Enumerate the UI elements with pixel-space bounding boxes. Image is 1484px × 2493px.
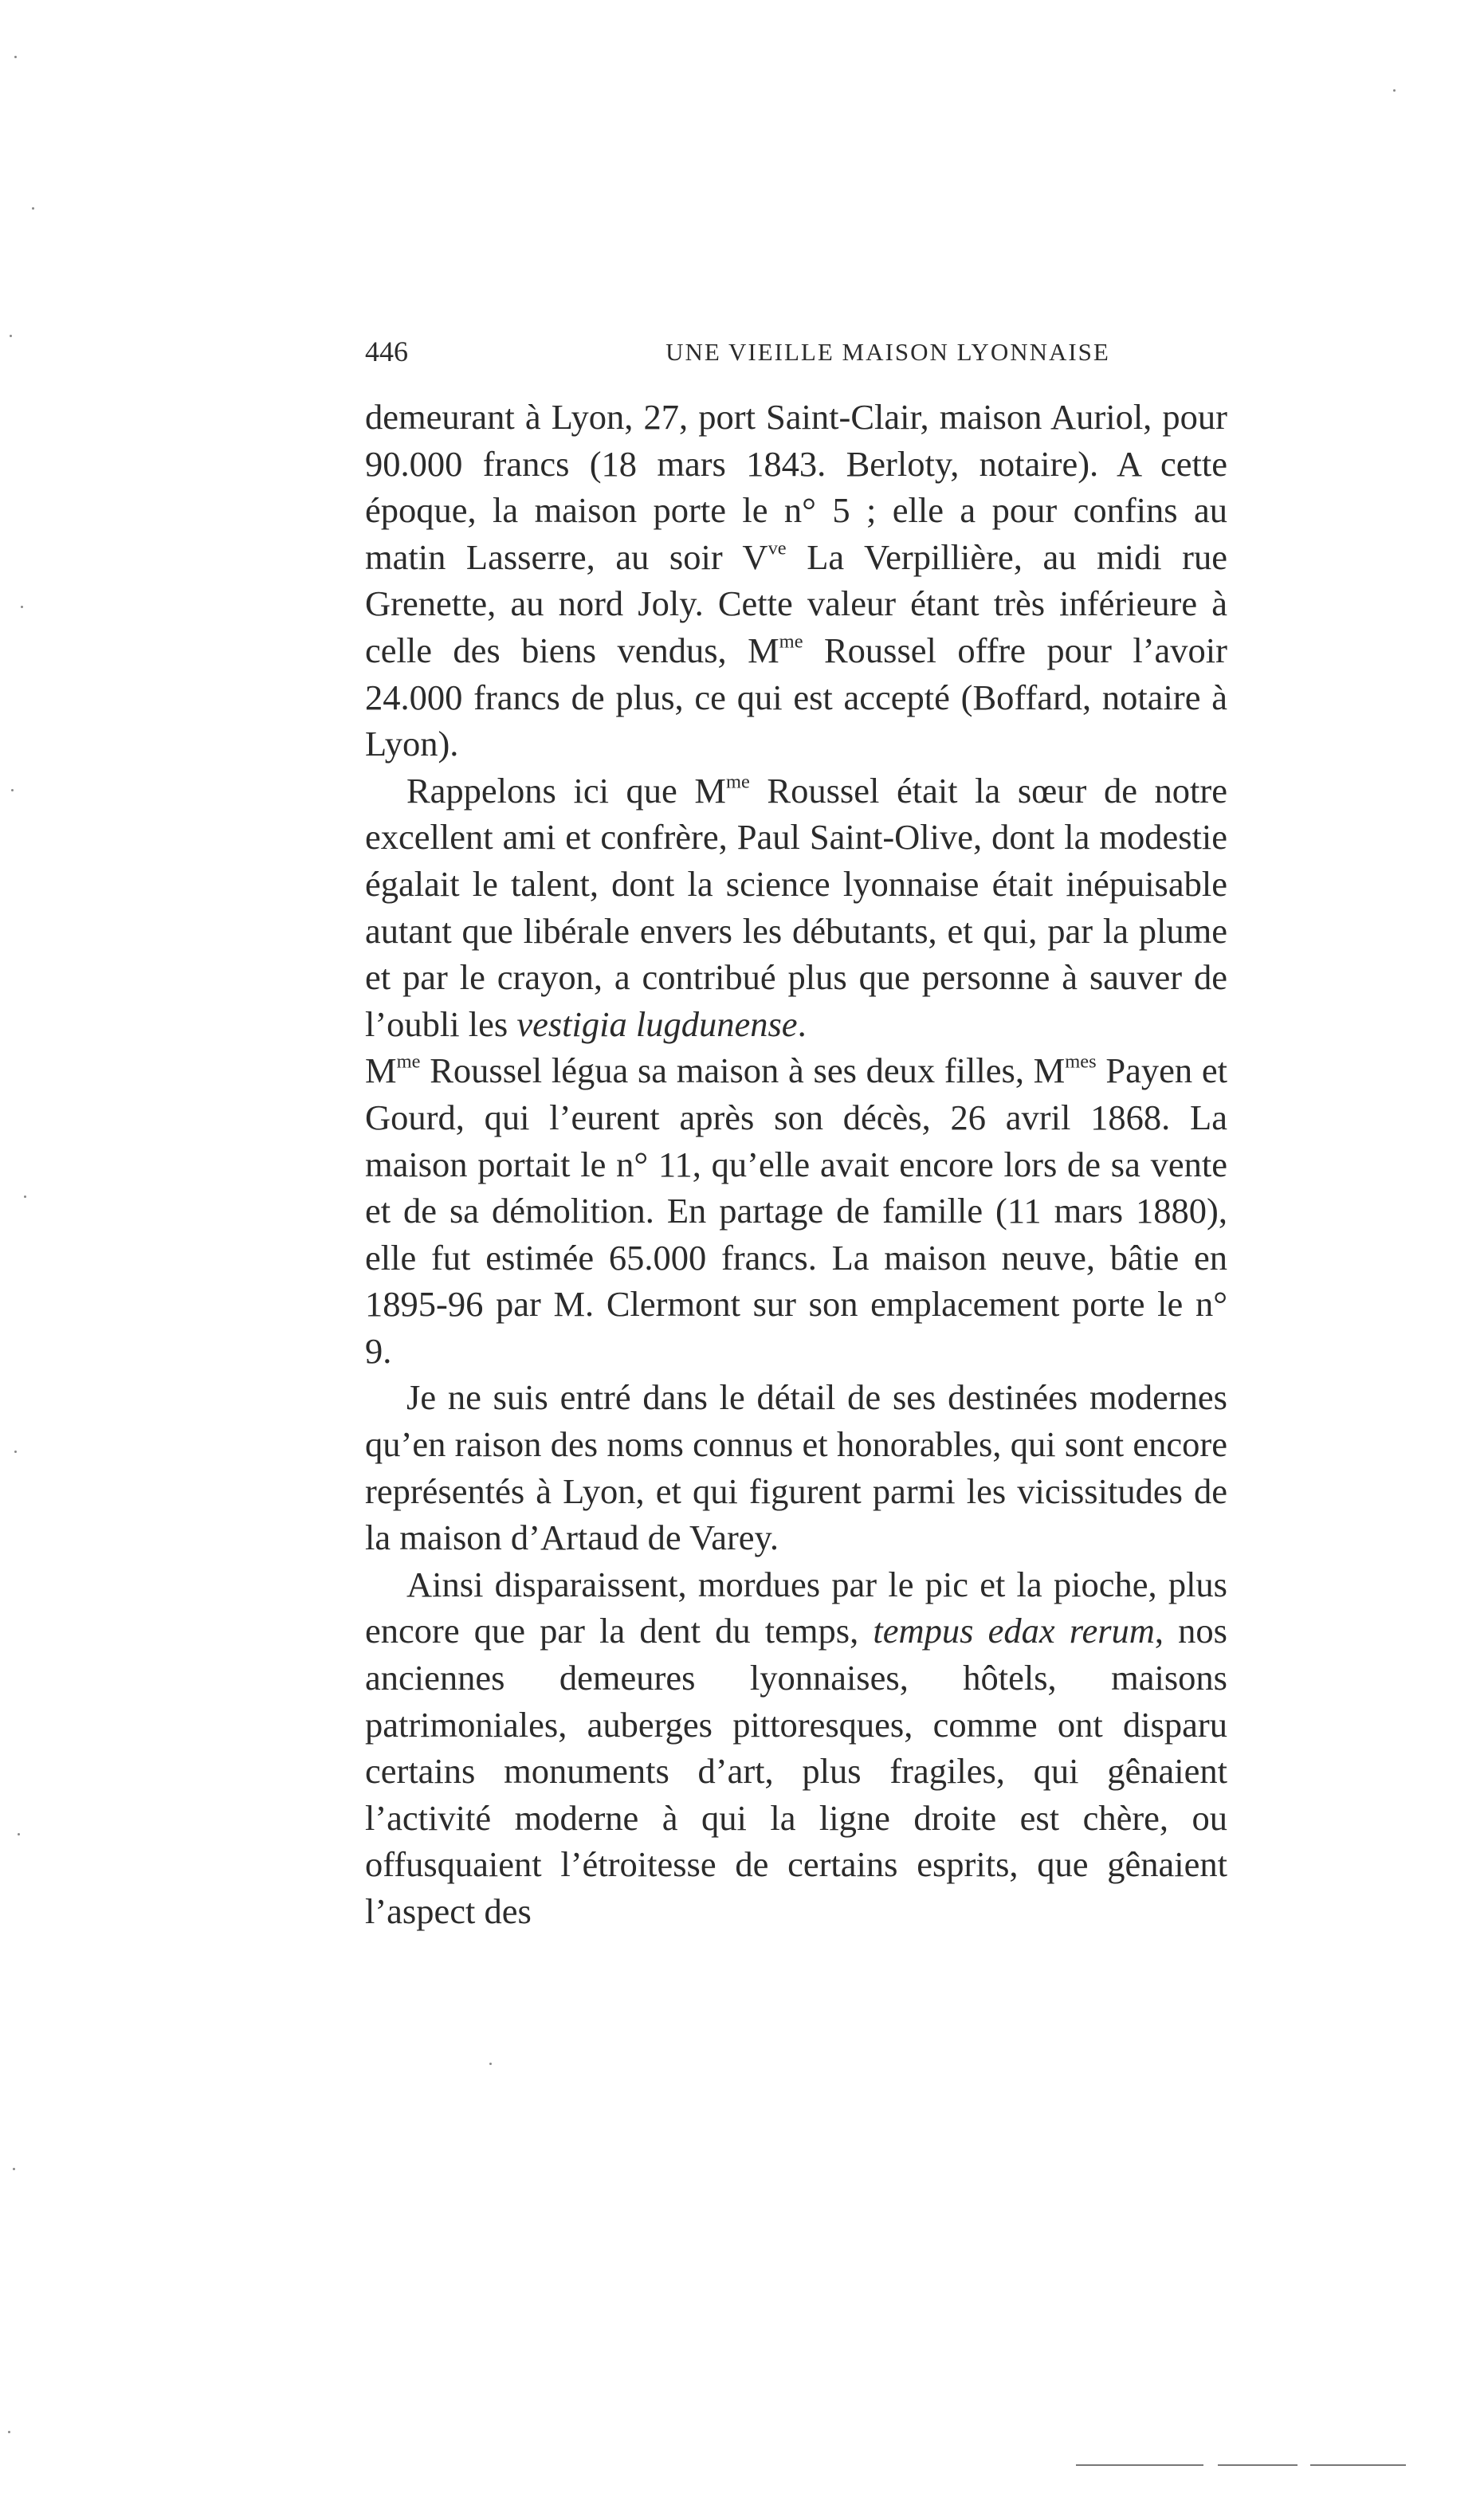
bottom-rule [1310,2464,1406,2466]
text-run: Je ne suis entré dans le détail de ses destinées modernes qu’en raison des noms connus et honorables, qui sont encore représentés à Lyon, et qui figurent parmi les vicissitudes de la maison d’Artaud de Varey. [365,1377,1227,1558]
superscript-abbreviation: me [779,630,803,653]
superscript-abbreviation: me [725,771,750,793]
running-title: UNE VIEILLE MAISON LYONNAISE [665,338,1110,366]
superscript-abbreviation: ve [768,537,787,559]
paragraph [365,1047,1227,1374]
paragraph [365,1374,1227,1561]
text-run: Payen et Gourd, qui l’eurent après son décès, 26 avril 1868. La maison portait le n° 11, qu’elle avait encore lors de sa vente et de sa démolition. En partage de famille (11 mars 1880), elle fut estimée 65.000 francs. La maison neuve, bâtie en 1895-96 par M. Clermont sur son emplacement porte le n° 9. [365,1050,1227,1371]
bottom-rule [1076,2464,1203,2466]
text-run: M [365,1050,397,1091]
paragraph [365,768,1227,1048]
text-run: , nos anciennes demeures lyonnaises, hôtels, maisons patrimoniales, auberges pittoresques, comme ont disparu certains monuments d’art, plus fragiles, qui gênaient l’activité moderne à qui la ligne droite est chère, ou offusquaient l’étroitesse de certains esprits, que gênaient l’aspect des [365,1611,1228,1931]
latin-phrase: vestigia lugdunense [516,1003,798,1044]
superscript-abbreviation: me [396,1050,421,1073]
superscript-abbreviation: mes [1065,1050,1097,1073]
page-number: 446 [365,336,408,367]
page-header [365,335,1227,375]
bottom-rule [1218,2464,1298,2466]
text-run: Roussel légua sa maison à ses deux filles, M [420,1050,1066,1091]
paragraph [365,394,1227,768]
text-run: demeurant à Lyon, 27, port Saint-Clair, maison Auriol, pour 90.000 francs (18 mars 1843. Berloty, notaire). A cette époque, la maison porte le n° 5 ; elle a pour confins au matin Lasserre, au soir V [365,397,1227,577]
text-run: . [797,1003,807,1044]
text-run: Roussel était la sœur de notre excellent ami et confrère, Paul Saint-Olive, dont la modestie égalait le talent, dont la science lyonnaise était inépuisable autant que libérale envers les débutants, et qui, par la plume et par le crayon, a contribué plus que personne à sauver de l’oubli les [365,770,1227,1044]
text-run: Rappelons ici que M [406,770,726,811]
latin-phrase: tempus edax rerum [873,1611,1155,1651]
text-run: La Verpillière, au midi rue Grenette, au nord Joly. Cette valeur étant très inférieure à celle des biens vendus, M [365,536,1228,670]
text-run: Ainsi disparaissent, mordues par le pic et la pioche, plus encore que par la dent du temps, [365,1564,1227,1651]
text-run: Roussel offre pour l’avoir 24.000 francs de plus, ce qui est accepté (Boffard, notaire à Lyon). [365,630,1227,764]
paragraph [365,1561,1227,1935]
body-text [365,394,1227,1935]
